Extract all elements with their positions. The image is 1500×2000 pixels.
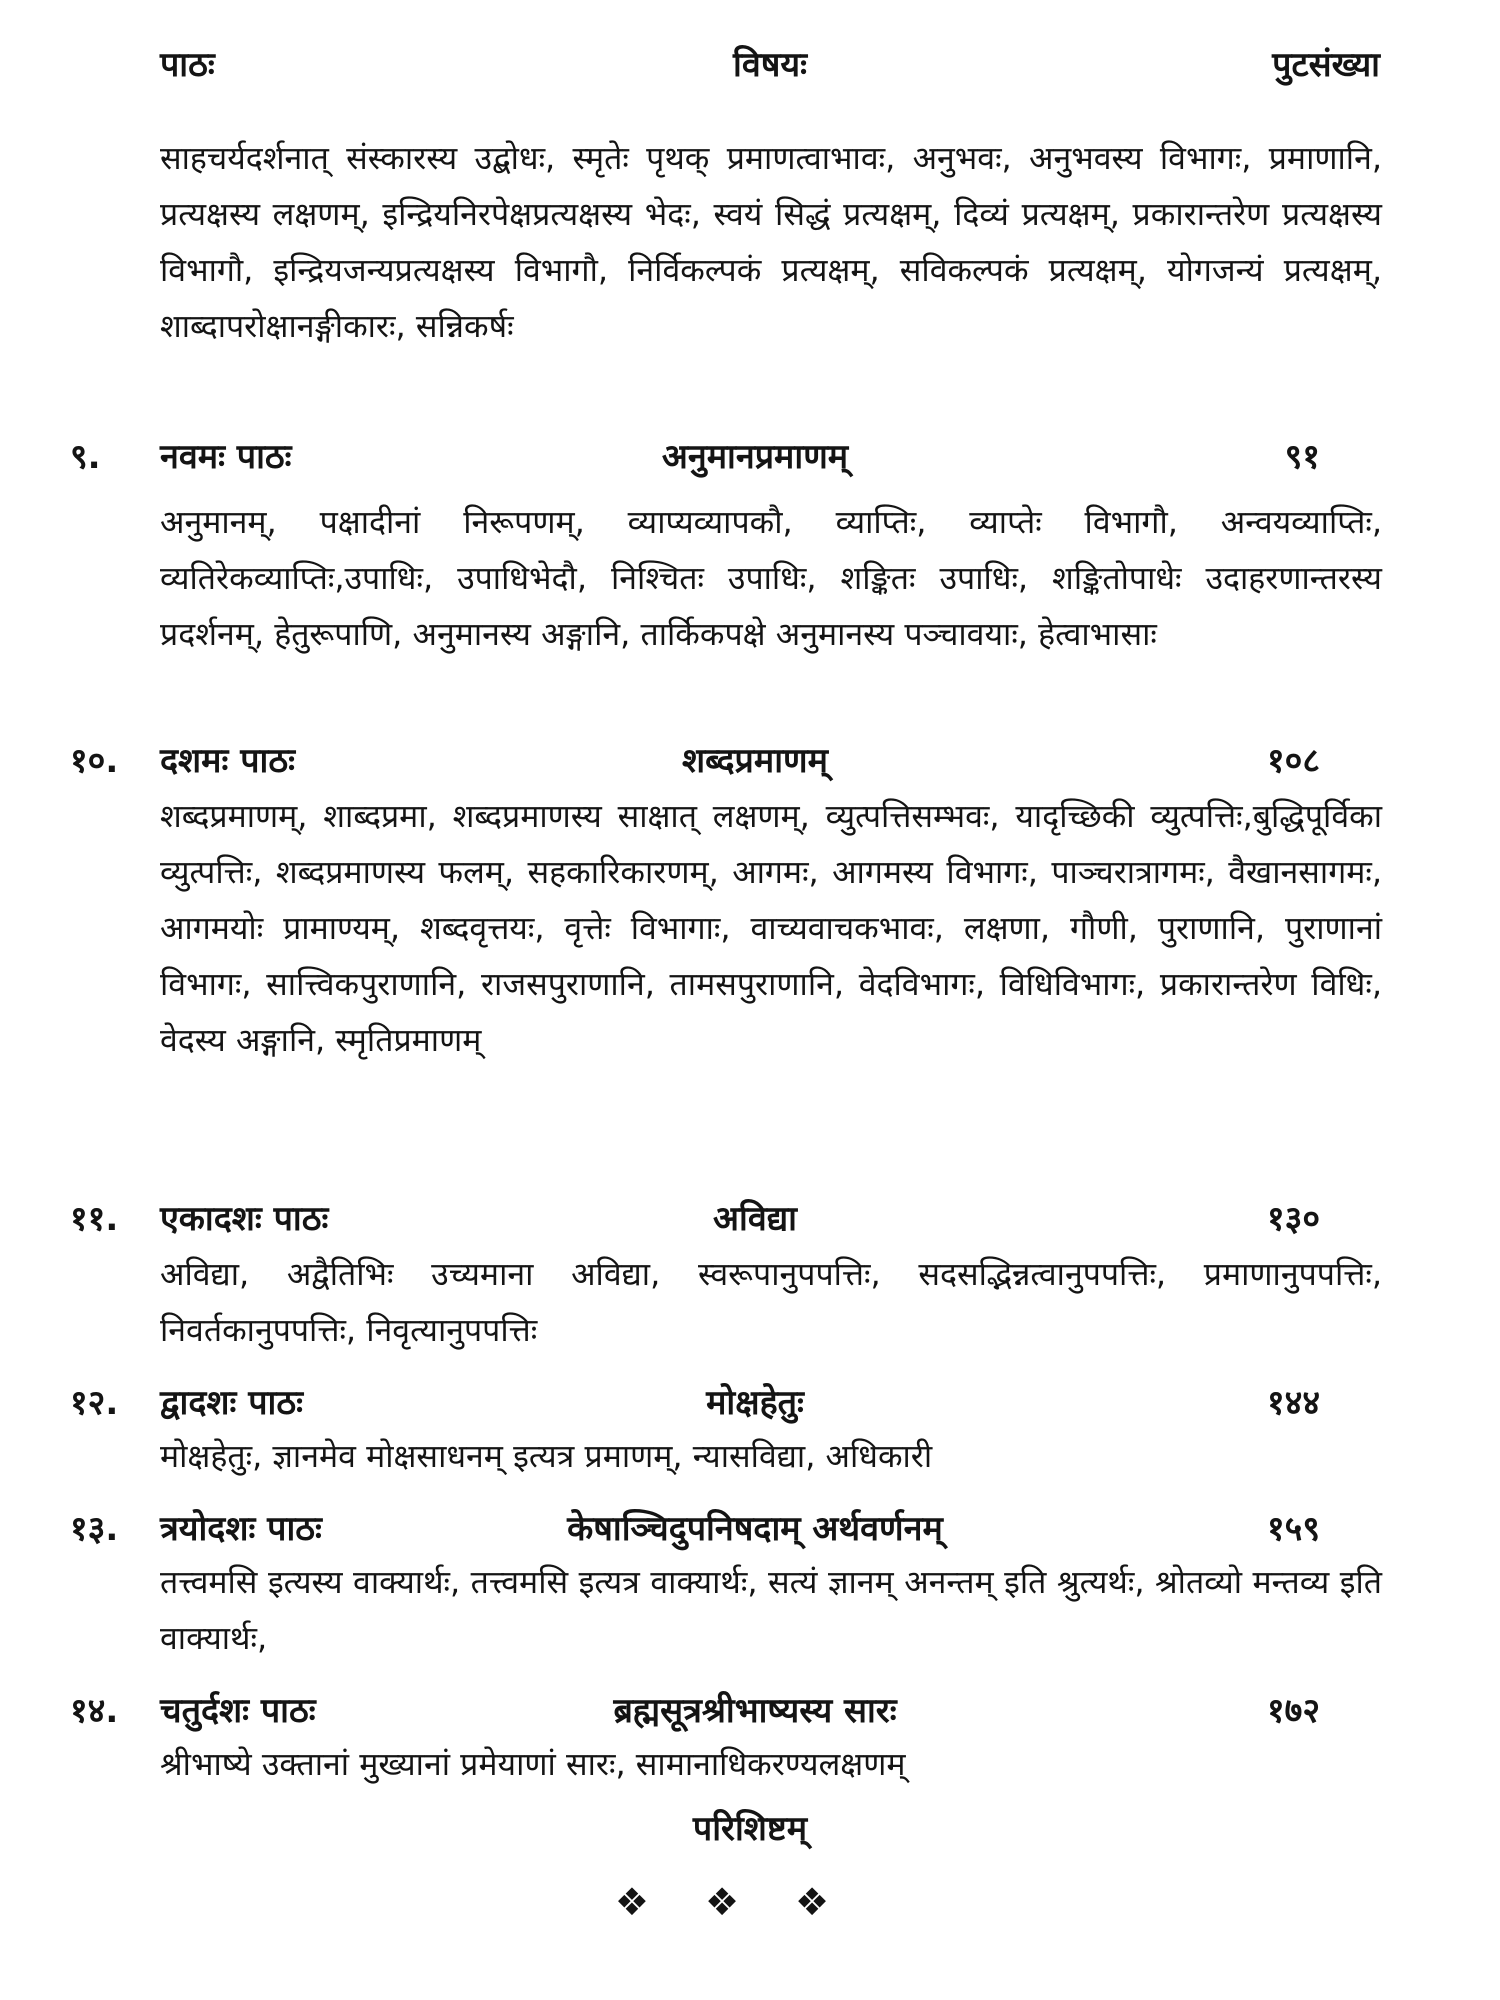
lesson-number: १३. xyxy=(70,1509,119,1549)
column-header xyxy=(160,40,1380,100)
lesson-name: नवमः पाठः xyxy=(160,437,292,477)
lesson-page: १४४ xyxy=(1266,1383,1320,1423)
lesson-heading-13 xyxy=(70,1504,1380,1556)
header-page-number: पुटसंख्या xyxy=(1272,45,1380,85)
lesson-heading-14 xyxy=(70,1686,1380,1738)
ornament-divider: ❖❖❖ xyxy=(614,1880,886,1924)
lesson-topics-9: अनुमानम्, पक्षादीनां निरूपणम्, व्याप्यव्यापकौ, व्याप्तिः, व्याप्तेः विभागौ, अन्वयव्याप्तिः, व्यतिरेकव्याप्तिः,उपाधिः, उपाधिभेदौ, निश्चितः उपाधिः, शङ्कितः उपाधिः, शङ्कितोपाधेः उदाहरणान्तरस्य प्रदर्शनम्, हेतुरूपाणि, अनुमानस्य अङ्गानि, तार्किकपक्षे अनुमानस्य पञ्चावयाः, हेत्वाभासाः xyxy=(160,503,1382,653)
lesson-page: १७२ xyxy=(1266,1691,1320,1731)
lesson-page: १३० xyxy=(1266,1199,1320,1239)
lesson-number: १४. xyxy=(70,1691,119,1731)
lesson-topics-13: तत्त्वमसि इत्यस्य वाक्यार्थः, तत्त्वमसि इत्यत्र वाक्यार्थः, सत्यं ज्ञानम् अनन्तम् इति श्रुत्यर्थः, श्रोतव्यो मन्तव्य इति वाक्यार्थः, xyxy=(160,1563,1382,1657)
lesson-name: चतुर्दशः पाठः xyxy=(160,1691,316,1731)
lesson-name: त्रयोदशः पाठः xyxy=(160,1509,322,1549)
lesson-page: १०८ xyxy=(1266,741,1320,781)
lesson-heading-12 xyxy=(70,1378,1380,1430)
header-topic: विषयः xyxy=(733,45,807,85)
intro-topics: साहचर्यदर्शनात् संस्कारस्य उद्बोधः, स्मृतेः पृथक् प्रमाणत्वाभावः, अनुभवः, अनुभवस्य विभागः, प्रमाणानि, प्रत्यक्षस्य लक्षणम्, इन्द्रियनिरपेक्षप्रत्यक्षस्य भेदः, स्वयं सिद्धं प्रत्यक्षम्, दिव्यं प्रत्यक्षम्, प्रकारान्तरेण प्रत्यक्षस्य विभागौ, इन्द्रियजन्यप्रत्यक्षस्य विभागौ, निर्विकल्पकं प्रत्यक्षम्, सविकल्पकं प्रत्यक्षम्, योगजन्यं प्रत्यक्षम्, शाब्दापरोक्षानङ्गीकारः, सन्निकर्षः xyxy=(160,139,1382,345)
lesson-name: एकादशः पाठः xyxy=(160,1199,329,1239)
lesson-name: द्वादशः पाठः xyxy=(160,1383,303,1423)
lesson-topics-14: श्रीभाष्ये उक्तानां मुख्यानां प्रमेयाणां सारः, सामानाधिकरण्यलक्षणम् xyxy=(160,1745,906,1783)
lesson-number: १०. xyxy=(70,741,119,781)
lesson-topic: केषाञ्चिदुपनिषदाम् अर्थवर्णनम् xyxy=(567,1509,943,1549)
lesson-heading-11 xyxy=(70,1194,1380,1246)
header-lesson: पाठः xyxy=(160,45,215,85)
lesson-page: ९१ xyxy=(1284,437,1320,477)
appendix-heading: परिशिष्टम् xyxy=(692,1809,808,1849)
lesson-number: १२. xyxy=(70,1383,119,1423)
lesson-topics-11: अविद्या, अद्वैतिभिः उच्यमाना अविद्या, स्वरूपानुपपत्तिः, सदसद्भिन्नत्वानुपपत्तिः, प्रमाणानुपपत्तिः, निवर्तकानुपपत्तिः, निवृत्यानुपपत्तिः xyxy=(160,1255,1382,1349)
lesson-topic: अविद्या xyxy=(713,1199,797,1239)
lesson-heading-10 xyxy=(70,736,1380,788)
lesson-page: १५९ xyxy=(1266,1509,1320,1549)
lesson-topics-10: शब्दप्रमाणम्, शाब्दप्रमा, शब्दप्रमाणस्य साक्षात् लक्षणम्, व्युत्पत्तिसम्भवः, यादृच्छिकी व्युत्पत्तिः,बुद्धिपूर्विका व्युत्पत्तिः, शब्दप्रमाणस्य फलम्, सहकारिकारणम्, आगमः, आगमस्य विभागः, पाञ्चरात्रागमः, वैखानसागमः, आगमयोः प्रामाण्यम्, शब्दवृत्तयः, वृत्तेः विभागाः, वाच्यवाचकभावः, लक्षणा, गौणी, पुराणानि, पुराणानां विभागः, सात्त्विकपुराणानि, राजसपुराणानि, तामसपुराणानि, वेदविभागः, विधिविभागः, प्रकारान्तरेण विधिः, वेदस्य अङ्गानि, स्मृतिप्रमाणम् xyxy=(160,797,1382,1059)
lesson-topics-12: मोक्षहेतुः, ज्ञानमेव मोक्षसाधनम् इत्यत्र प्रमाणम्, न्यासविद्या, अधिकारी xyxy=(160,1437,933,1475)
lesson-number: ९. xyxy=(70,437,101,477)
lesson-topic: शब्दप्रमाणम् xyxy=(682,741,828,781)
lesson-heading-9 xyxy=(70,432,1380,484)
lesson-number: ११. xyxy=(70,1199,119,1239)
lesson-topic: मोक्षहेतुः xyxy=(706,1383,804,1423)
lesson-topic: अनुमानप्रमाणम् xyxy=(661,437,849,477)
lesson-topic: ब्रह्मसूत्रश्रीभाष्यस्य सारः xyxy=(613,1691,897,1731)
lesson-name: दशमः पाठः xyxy=(160,741,295,781)
